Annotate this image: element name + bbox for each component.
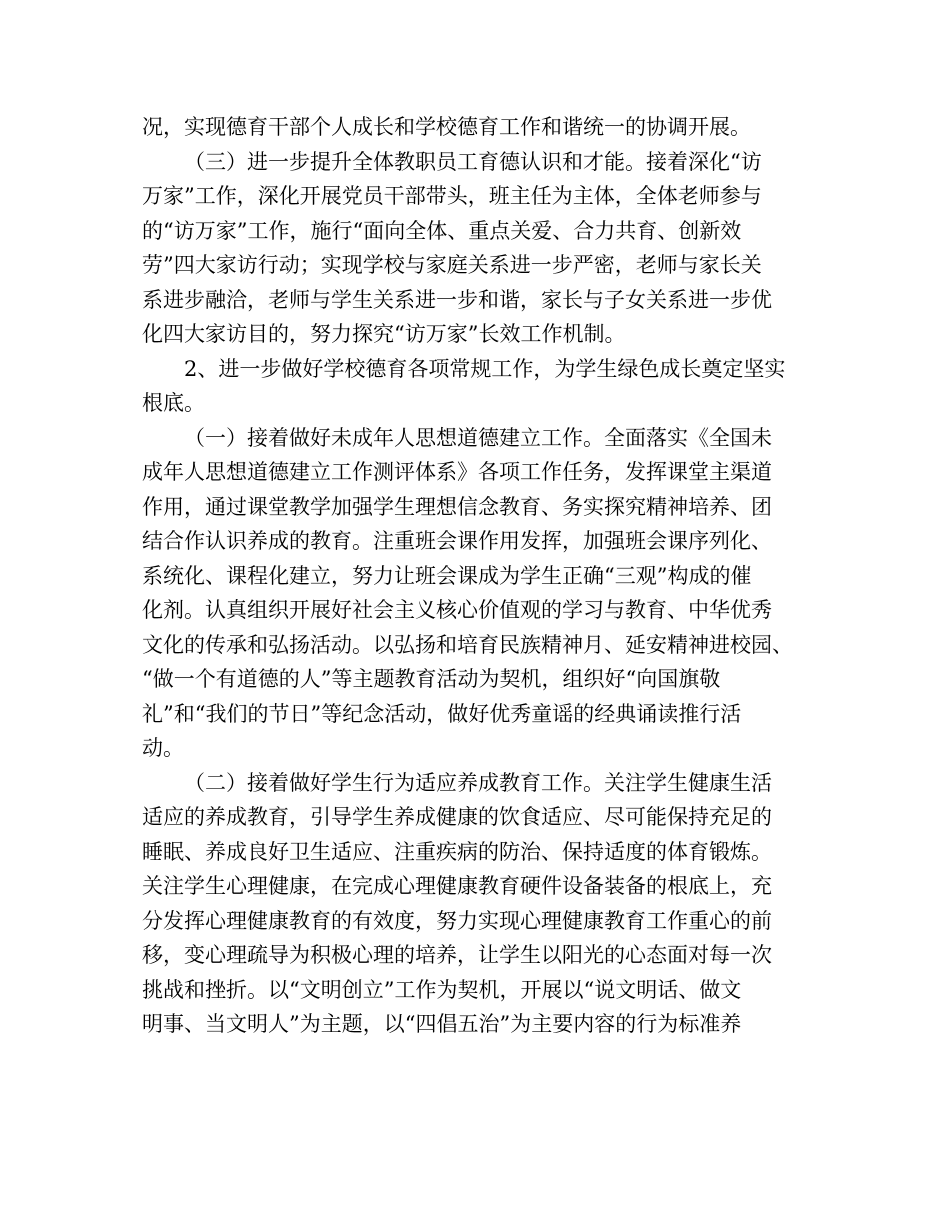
text-line: 劳”四大家访行动；实现学校与家庭关系进一步严密，老师与家长关 bbox=[142, 253, 762, 277]
text-line: 2、进一步做好学校德育各项常规工作，为学生绿色成长奠定坚实 bbox=[184, 356, 786, 381]
text-line: 况，实现德育干部个人成长和学校德育工作和谐统一的协调开展。 bbox=[142, 115, 751, 139]
text-line: 移，变心理疏导为积极心理的培养，让学生以阳光的心态面对每一次 bbox=[142, 943, 772, 967]
text-line: 成年人思想道德建立工作测评体系》各项工作任务，发挥课堂主渠道 bbox=[142, 460, 772, 484]
text-line: 结合作认识养成的教育。注重班会课作用发挥，加强班会课序列化、 bbox=[142, 529, 772, 553]
text-line: 睡眠、养成良好卫生适应、注重疾病的防治、保持适度的体育锻炼。 bbox=[142, 839, 772, 864]
text-line: 系统化、课程化建立，努力让班会课成为学生正确“三观”构成的催 bbox=[142, 563, 752, 588]
text-line: 化四大家访目的，努力探究“访万家”长效工作机制。 bbox=[142, 322, 626, 346]
text-line: 文化的传承和弘扬活动。以弘扬和培育民族精神月、延安精神进校园、 bbox=[142, 632, 793, 657]
text-line: 挑战和挫折。以“文明创立”工作为契机，开展以“说文明话、做文 bbox=[142, 977, 742, 1002]
text-line: 动。 bbox=[142, 736, 184, 760]
text-line: “做一个有道德的人”等主题教育活动为契机，组织好“向国旗敬 bbox=[142, 667, 721, 691]
text-line: （二）接着做好学生行为适应养成教育工作。关注学生健康生活 bbox=[184, 770, 772, 795]
text-line: 明事、当文明人”为主题，以“四倡五治”为主要内容的行为标准养 bbox=[142, 1012, 742, 1036]
text-line: 分发挥心理健康教育的有效度，努力实现心理健康教育工作重心的前 bbox=[142, 908, 772, 933]
text-line: 作用，通过课堂教学加强学生理想信念教育、务实探究精神培养、团 bbox=[142, 494, 772, 519]
document-body bbox=[142, 110, 822, 1042]
text-line: （三）进一步提升全体教职员工育德认识和才能。接着深化“访 bbox=[184, 149, 762, 174]
text-line: 礼”和“我们的节日”等纪念活动，做好优秀童谣的经典诵读推行活 bbox=[142, 701, 742, 726]
text-line: 适应的养成教育，引导学生养成健康的饮食适应、尽可能保持充足的 bbox=[142, 805, 772, 829]
text-line: 根底。 bbox=[142, 391, 205, 415]
text-line: 关注学生心理健康，在完成心理健康教育硬件设备装备的根底上，充 bbox=[142, 874, 772, 898]
text-line: 万家”工作，深化开展党员干部带头，班主任为主体，全体老师参与 bbox=[142, 184, 762, 208]
text-line: 的“访万家”工作，施行“面向全体、重点关爱、合力共育、创新效 bbox=[142, 218, 742, 243]
text-line: 化剂。认真组织开展好社会主义核心价值观的学习与教育、中华优秀 bbox=[142, 598, 772, 622]
text-line: （一）接着做好未成年人思想道德建立工作。全面落实《全国未 bbox=[184, 425, 772, 450]
text-line: 系进步融洽，老师与学生关系进一步和谐，家长与子女关系进一步优 bbox=[142, 287, 772, 312]
